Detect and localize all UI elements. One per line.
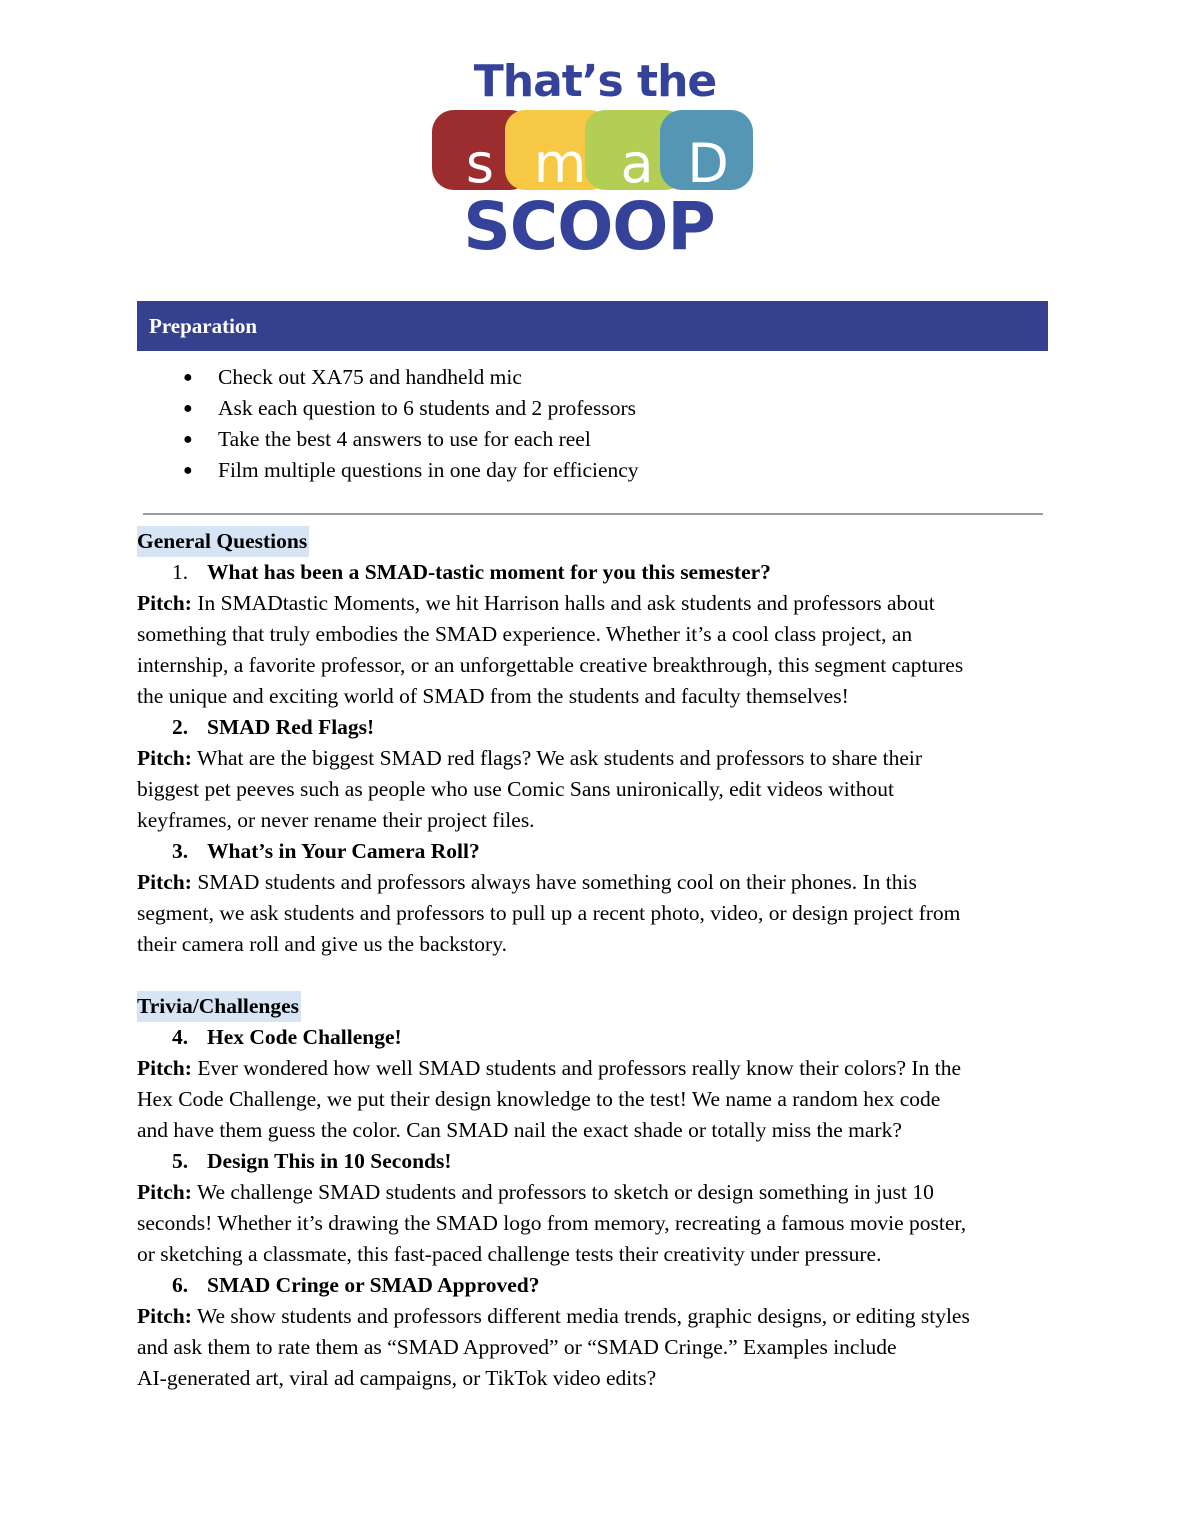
document-body xyxy=(137,526,1052,1394)
pitch-line: seconds! Whether it’s drawing the SMAD logo from memory, recreating a famous movie poster, xyxy=(137,1211,967,1235)
question-number: 3. xyxy=(172,839,189,863)
pitch-line: Pitch: SMAD students and professors always have something cool on their phones. In this xyxy=(137,870,917,894)
logo-top-text: That’s the xyxy=(473,56,717,107)
section-heading-line xyxy=(137,991,1052,1022)
spacer xyxy=(137,960,1052,991)
question-number: 2. xyxy=(172,715,189,739)
section-heading: General Questions xyxy=(137,526,309,557)
logo-letter-a: a xyxy=(620,132,654,195)
question-title: 2. SMAD Red Flags! xyxy=(137,712,1052,743)
list-item: ● Ask each question to 6 students and 2 professors xyxy=(137,393,1048,424)
pitch-line: Pitch: We show students and professors different media trends, graphic designs, or editing styles xyxy=(137,1304,970,1328)
pitch-label: Pitch: xyxy=(137,591,192,615)
preparation-list xyxy=(137,362,1048,486)
logo-letter-s: s xyxy=(465,132,495,195)
logo-bottom-text: SCOOP xyxy=(463,188,715,265)
pitch-line: biggest pet peeves such as people who use Comic Sans unironically, edit videos without xyxy=(137,777,894,801)
bullet-icon: ● xyxy=(183,400,193,417)
pitch-label: Pitch: xyxy=(137,870,192,894)
question-number: 6. xyxy=(172,1273,189,1297)
bullet-icon: ● xyxy=(183,369,193,386)
pitch-line: and have them guess the color. Can SMAD nail the exact shade or totally miss the mark? xyxy=(137,1118,902,1142)
pitch-line: Pitch: We challenge SMAD students and professors to sketch or design something in just 10 xyxy=(137,1180,934,1204)
pitch-line: the unique and exciting world of SMAD from the students and faculty themselves! xyxy=(137,684,849,708)
list-item: ● Film multiple questions in one day for efficiency xyxy=(137,455,1048,486)
pitch-line: their camera roll and give us the backstory. xyxy=(137,932,507,956)
pitch-line: and ask them to rate them as “SMAD Approved” or “SMAD Cringe.” Examples include xyxy=(137,1335,897,1359)
pitch-line: internship, a favorite professor, or an unforgettable creative breakthrough, this segment captures xyxy=(137,653,964,677)
section-heading-line xyxy=(137,526,1052,557)
pitch-line: something that truly embodies the SMAD experience. Whether it’s a cool class project, an xyxy=(137,622,913,646)
pitch-line: Pitch: In SMADtastic Moments, we hit Harrison halls and ask students and professors about xyxy=(137,591,935,615)
question-number: 1. xyxy=(172,560,189,584)
pitch-line: or sketching a classmate, this fast-paced challenge tests their creativity under pressure. xyxy=(137,1242,882,1266)
pitch-label: Pitch: xyxy=(137,1180,192,1204)
pitch-line: segment, we ask students and professors to pull up a recent photo, video, or design project from xyxy=(137,901,961,925)
question-title: 4. Hex Code Challenge! xyxy=(137,1022,1052,1053)
section-heading: Trivia/Challenges xyxy=(137,991,301,1022)
pitch-line: Pitch: What are the biggest SMAD red flags? We ask students and professors to share their xyxy=(137,746,923,770)
bullet-icon: ● xyxy=(183,462,193,479)
pitch-label: Pitch: xyxy=(137,746,192,770)
question-title: 5. Design This in 10 Seconds! xyxy=(137,1146,1052,1177)
pitch-label: Pitch: xyxy=(137,1056,192,1080)
list-item: ● Check out XA75 and handheld mic xyxy=(137,362,1048,393)
pitch-line: keyframes, or never rename their project files. xyxy=(137,808,535,832)
logo xyxy=(0,0,1178,290)
logo-letter-m: m xyxy=(533,132,587,195)
list-item: ● Take the best 4 answers to use for each reel xyxy=(137,424,1048,455)
question-title: 1. What has been a SMAD-tastic moment for you this semester? xyxy=(137,557,1052,588)
pitch-label: Pitch: xyxy=(137,1304,192,1328)
question-title: 6. SMAD Cringe or SMAD Approved? xyxy=(137,1270,1052,1301)
divider xyxy=(143,513,1043,515)
preparation-title: Preparation xyxy=(149,314,258,338)
logo-letter-d: D xyxy=(687,132,729,195)
bullet-icon: ● xyxy=(183,431,193,448)
preparation-header xyxy=(137,301,1048,351)
pitch-line: Hex Code Challenge, we put their design knowledge to the test! We name a random hex code xyxy=(137,1087,941,1111)
question-title: 3. What’s in Your Camera Roll? xyxy=(137,836,1052,867)
pitch-line: AI-generated art, viral ad campaigns, or TikTok video edits? xyxy=(137,1366,657,1390)
pitch-line: Pitch: Ever wondered how well SMAD students and professors really know their colors? In the xyxy=(137,1056,961,1080)
question-number: 5. xyxy=(172,1149,189,1173)
question-number: 4. xyxy=(172,1025,189,1049)
